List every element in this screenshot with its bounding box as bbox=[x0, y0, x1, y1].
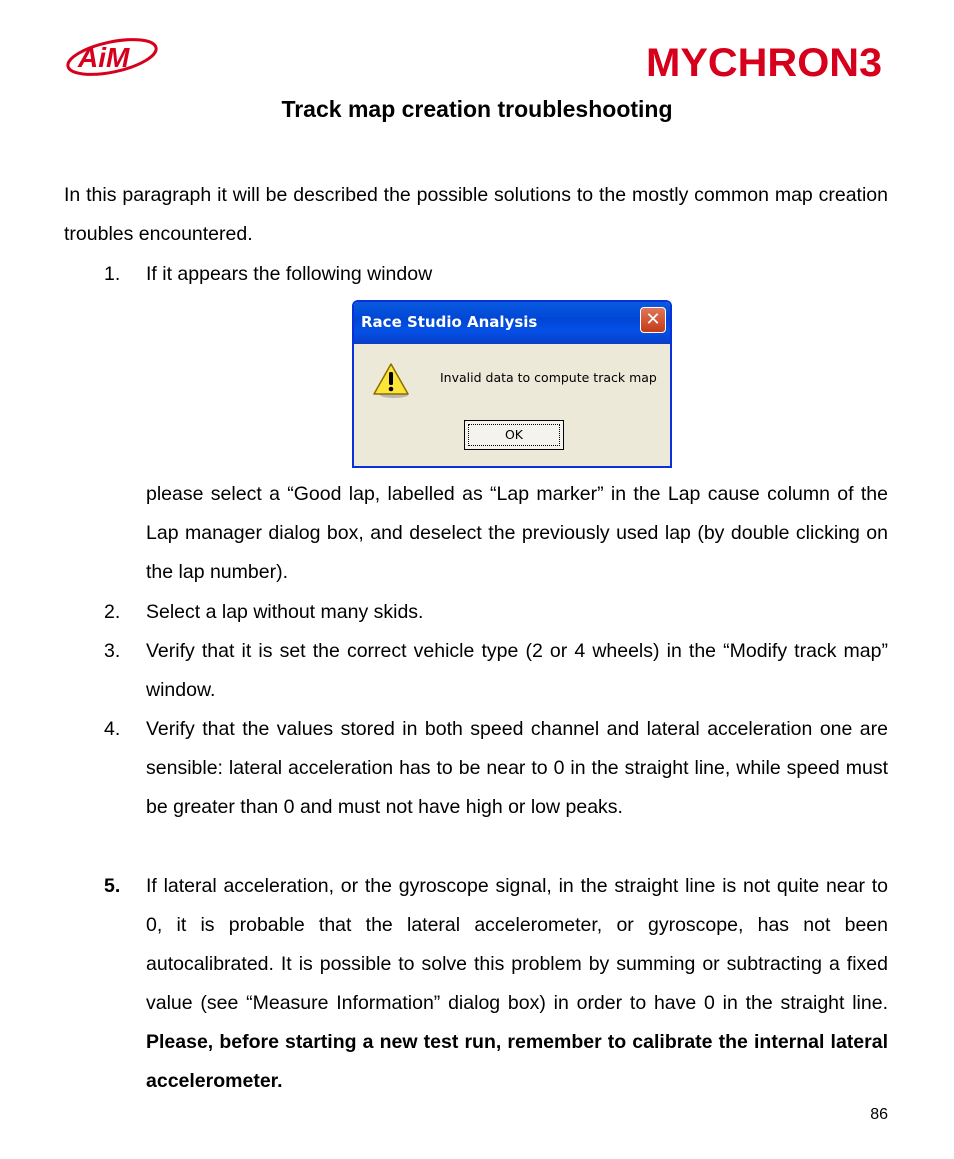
page-number: 86 bbox=[870, 1106, 888, 1123]
warning-icon bbox=[372, 362, 410, 398]
list-number: 4. bbox=[104, 718, 121, 740]
list-number: 2. bbox=[104, 601, 121, 623]
dialog-title-bar bbox=[354, 302, 670, 344]
dialog-title: Race Studio Analysis bbox=[361, 313, 538, 331]
close-icon[interactable]: ✕ bbox=[640, 307, 666, 333]
ok-button[interactable] bbox=[464, 420, 564, 450]
list-text-regular: If lateral acceleration, or the gyroscope signal, in the straight line is not quite near to 0, it is probable that the lateral accelerometer, or gyroscope, has not been autocalibrated. It is possible to solve this problem by summing or subtracting a fixed value (see “Measure Information” dialog box) in order to have 0 in the straight line. bbox=[146, 875, 888, 1014]
list-text: Verify that the values stored in both speed channel and lateral acceleration one are sensible: lateral acceleration has to be near to 0 in the straight line, while speed must be greater than 0 and must not have high or low peaks. bbox=[146, 718, 888, 818]
intro-paragraph: In this paragraph it will be described the possible solutions to the mostly common map creation troubles encountered. bbox=[64, 184, 888, 245]
aim-logo bbox=[64, 36, 160, 78]
list-text: Verify that it is set the correct vehicle type (2 or 4 wheels) in the “Modify track map” window. bbox=[146, 640, 888, 701]
list-text: If it appears the following window bbox=[146, 263, 433, 285]
dialog-message: Invalid data to compute track map bbox=[440, 370, 657, 385]
list-text: please select a “Good lap, labelled as “Lap marker” in the Lap cause column of the Lap manager dialog box, and deselect the previously used lap (by double clicking on the lap number). bbox=[146, 483, 888, 583]
page-title: Track map creation troubleshooting bbox=[281, 96, 673, 122]
error-dialog bbox=[352, 300, 672, 468]
list-number: 5. bbox=[104, 875, 121, 897]
list-text: Select a lap without many skids. bbox=[146, 601, 424, 623]
list-text bbox=[146, 867, 888, 1101]
mychron-logo bbox=[646, 40, 886, 82]
list-text-bold: Please, before starting a new test run, remember to calibrate the internal lateral accelerometer. bbox=[146, 1031, 888, 1092]
list-number: 3. bbox=[104, 640, 121, 662]
aim-logo-text: AiM bbox=[78, 42, 130, 73]
ok-label: OK bbox=[504, 427, 524, 442]
mychron-logo-text: MYCHRON3 bbox=[646, 41, 882, 82]
list-number: 1. bbox=[104, 263, 121, 285]
